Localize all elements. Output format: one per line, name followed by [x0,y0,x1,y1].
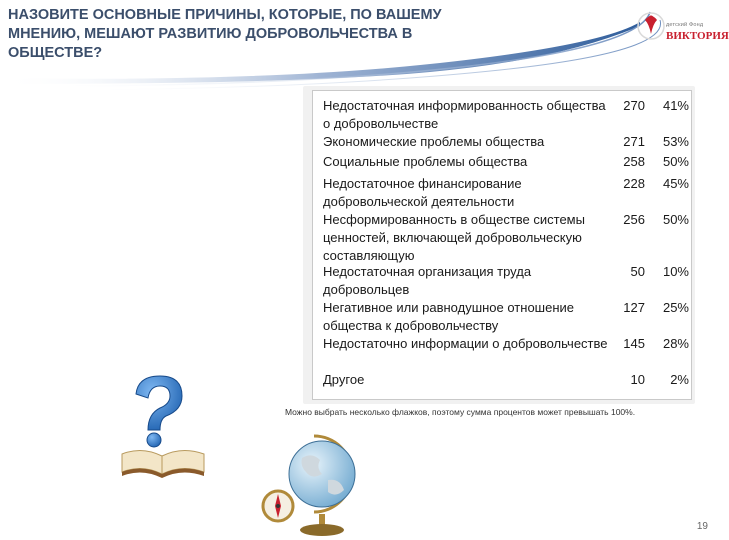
reason-percent: 50% [662,212,689,227]
reason-count: 256 [623,212,645,227]
reason-percent: 28% [662,336,689,351]
reason-label: Несформированность в обществе системы ценностей, включающей добровольческую составляющую [323,212,585,263]
reason-count: 271 [623,134,645,149]
reason-count: 145 [623,336,645,351]
reason-label: Недостаточная организация труда добровольцев [323,264,532,297]
reason-label: Недостаточное финансирование добровольческой деятельности [323,176,522,209]
reason-percent: 45% [662,176,689,191]
footnote: Можно выбрать несколько флажков, поэтому сумма процентов может превышать 100%. [285,407,636,417]
page-number: 19 [696,521,708,532]
results-panel [312,90,692,400]
logo-name: ВИКТОРИЯ [666,30,729,42]
reason-count: 258 [623,154,645,169]
reason-label: Социальные проблемы общества [323,154,528,169]
reason-percent: 25% [662,300,689,315]
reason-label: Другое [323,372,365,387]
reason-label: Экономические проблемы общества [323,134,545,149]
reason-label: Негативное или равнодушное отношение общества к добровольчеству [323,300,575,333]
reason-percent: 53% [662,134,689,149]
logo [636,8,729,50]
reason-count: 10 [630,372,645,387]
question-mark-book-icon [118,372,208,482]
reason-count: 228 [623,176,645,191]
reason-count: 270 [623,98,645,113]
reason-percent: 10% [662,264,689,279]
reason-percent: 50% [662,154,689,169]
reason-percent: 2% [670,372,689,387]
globe-compass-icon [262,432,382,540]
reason-label: Недостаточная информированность общества о добровольчестве [323,98,606,131]
reason-count: 127 [623,300,645,315]
reason-count: 50 [630,264,645,279]
page-title: НАЗОВИТЕ ОСНОВНЫЕ ПРИЧИНЫ, КОТОРЫЕ, ПО ВАШЕМУ МНЕНИЮ, МЕШАЮТ РАЗВИТИЮ ДОБРОВОЛЬЧЕСТВА В ОБЩЕСТВЕ? [8,7,442,61]
logo-angel-icon [636,8,666,44]
logo-subtitle: детский Фонд [666,22,704,28]
reason-percent: 41% [662,98,689,113]
reason-label: Недостаточно информации о добровольчестве [323,336,608,351]
